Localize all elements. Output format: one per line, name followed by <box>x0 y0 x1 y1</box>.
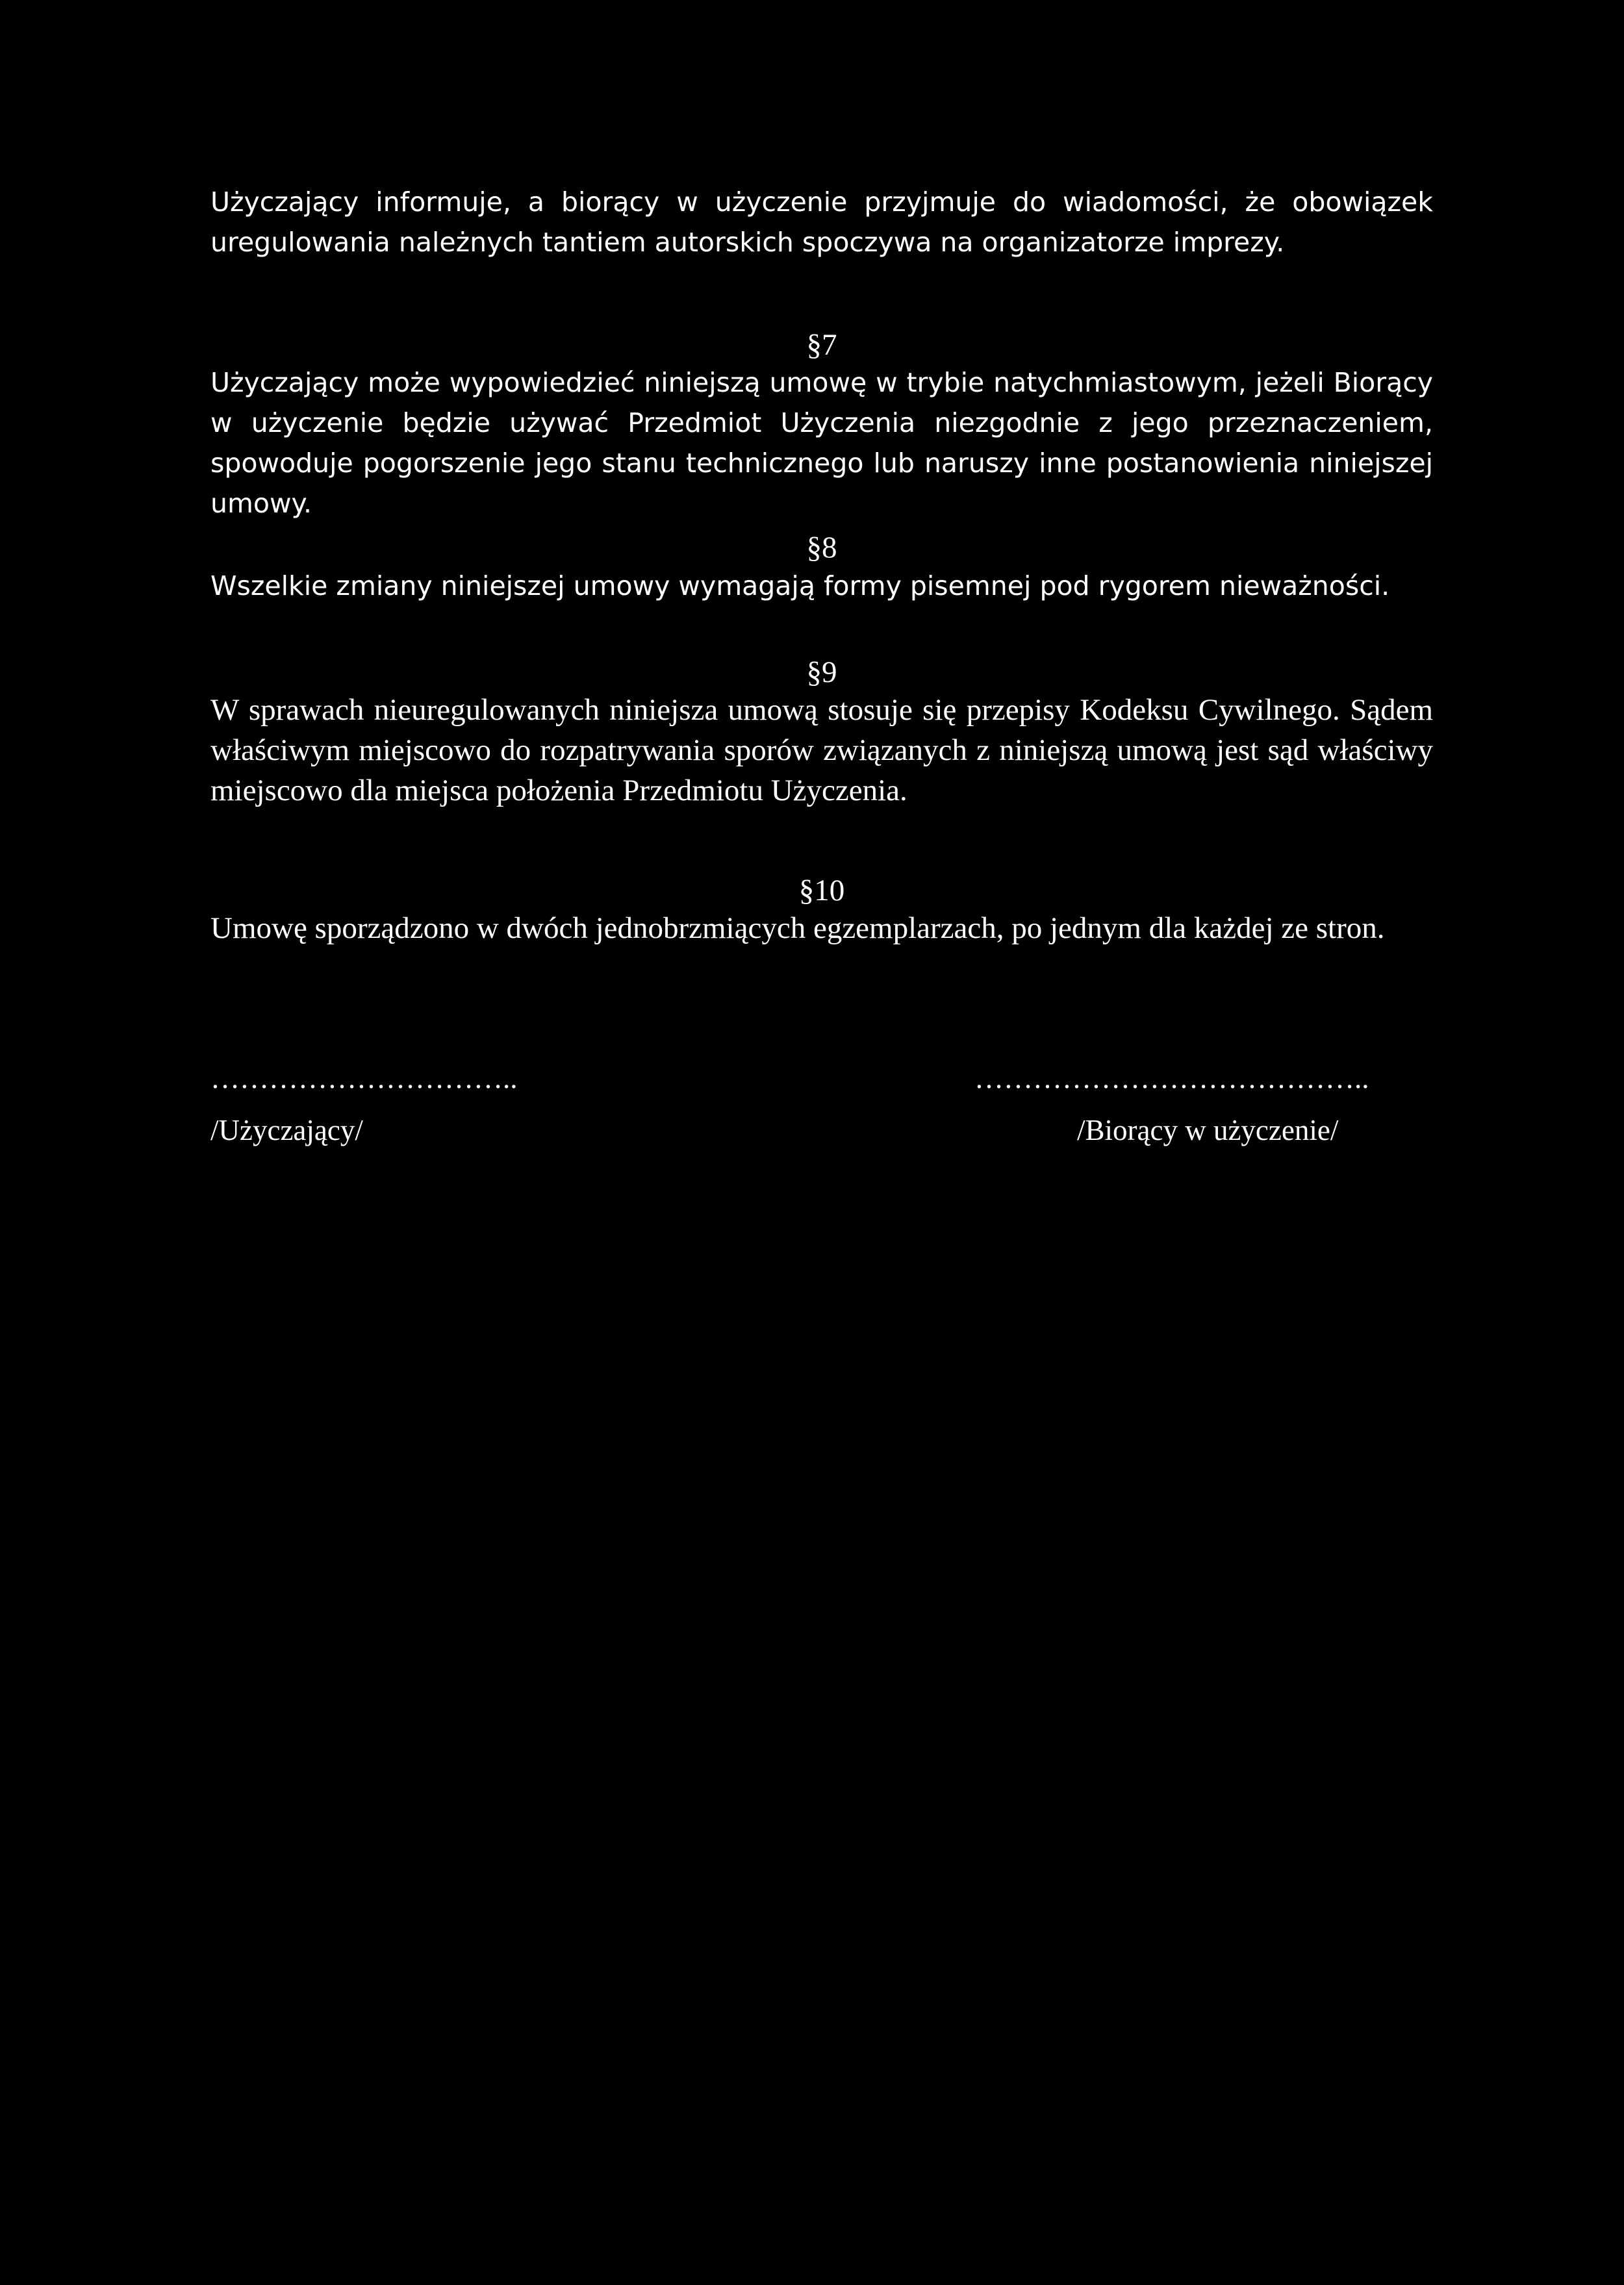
signature-label-lender: /Użyczający/ <box>210 1114 363 1146</box>
intro-paragraph: Użyczający informuje, a biorący w użyczenie przyjmuje do wiadomości, że obowiązek uregulowania należnych tantiem autorskich spoczywa na organizatorze imprezy. <box>210 186 1433 258</box>
section-7-text: Użyczający może wypowiedzieć niniejszą umowę w trybie natychmiastowym, jeżeli Biorący w użyczenie będzie używać Przedmiot Użyczenia niezgodnie z jego przeznaczeniem, spowoduje pogorszenie jego stanu technicznego lub naruszy inne postanowienia niniejszej umowy. <box>210 367 1433 519</box>
section-8-text: Wszelkie zmiany niniejszej umowy wymagają formy pisemnej pod rygorem nieważności. <box>210 570 1390 601</box>
section-7-heading: §7 <box>806 328 837 362</box>
signature-line-left: ………………………….. <box>210 1062 518 1094</box>
section-8-heading: §8 <box>806 531 837 564</box>
section-9-text: W sprawach nieuregulowanych niniejsza umową stosuje się przepisy Kodeksu Cywilnego. Sądem właściwym miejscowo do rozpatrywania sporów związanych z niniejszą umową jest sąd właściwy miejscowo dla miejsca położenia Przedmiotu Użyczenia. <box>210 693 1433 807</box>
signature-line-right: ………………………………….. <box>974 1062 1369 1094</box>
section-10-heading: §10 <box>798 874 845 907</box>
section-9-heading: §9 <box>806 655 837 689</box>
signature-label-borrower: /Biorący w użyczenie/ <box>1077 1114 1339 1146</box>
section-10-text: Umowę sporządzono w dwóch jednobrzmiących egzemplarzach, po jednym dla każdej ze stron. <box>210 911 1385 945</box>
